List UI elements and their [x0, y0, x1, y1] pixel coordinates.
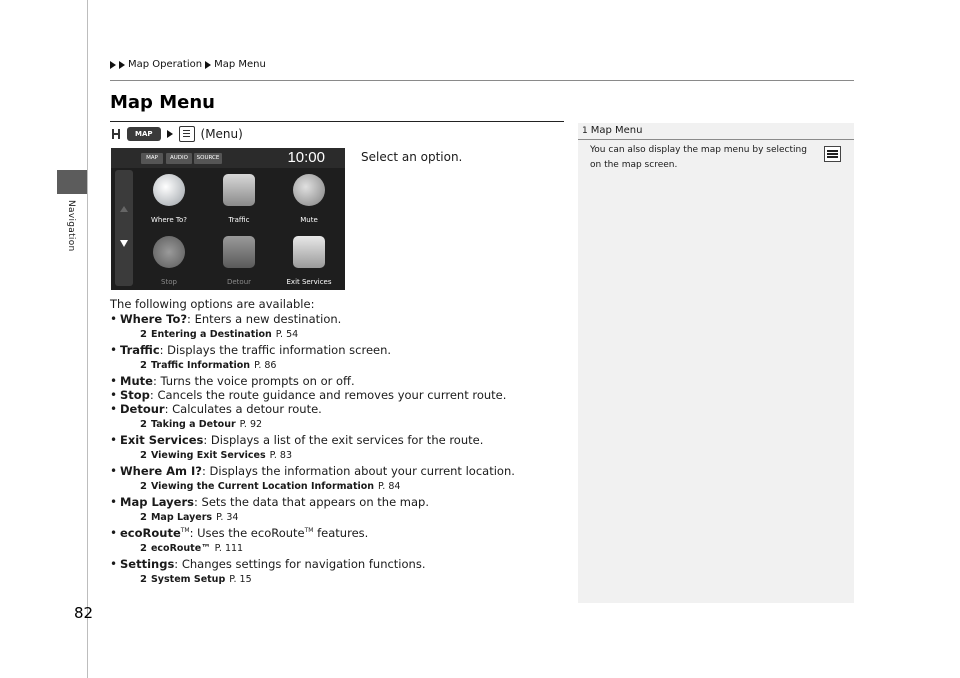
- option-item: • Traffic: Displays the traffic information screen.: [110, 343, 392, 357]
- cross-reference[interactable]: 2 Viewing Exit Services P. 83: [140, 450, 293, 461]
- scroll-up-icon: [120, 206, 128, 212]
- header-rule: [110, 80, 854, 81]
- screen-audio-button: AUDIO: [166, 153, 192, 164]
- map-button-icon: MAP: [127, 127, 161, 141]
- side-note-text: You can also display the map menu by selecting on the map screen.: [590, 145, 807, 170]
- option-item: • Settings: Changes settings for navigation functions.: [110, 557, 426, 571]
- breadcrumb-arrow-icon: [119, 61, 125, 69]
- side-note-panel: [578, 123, 854, 603]
- menu-list-icon: [824, 146, 841, 162]
- screen-clock: 10:00: [287, 149, 325, 166]
- detour-icon: [223, 236, 255, 268]
- tile-exit-services: Exit Services: [281, 232, 337, 290]
- tile-where-to: Where To?: [141, 170, 197, 228]
- screen-scroll-bar: [115, 170, 133, 286]
- section-tab-marker: [57, 170, 87, 194]
- side-divider: [87, 0, 88, 678]
- screen-map-button: MAP: [141, 153, 163, 164]
- option-item: • Mute: Turns the voice prompts on or off.: [110, 374, 355, 388]
- cross-reference[interactable]: 2 Map Layers P. 34: [140, 512, 239, 523]
- menu-label: (Menu): [200, 127, 243, 141]
- magnifier-icon: [153, 174, 185, 206]
- page-number: 82: [74, 604, 94, 622]
- screen-source-button: SOURCE: [194, 153, 222, 164]
- option-item: • Exit Services: Displays a list of the exit services for the route.: [110, 433, 484, 447]
- section-label: Navigation: [66, 200, 76, 252]
- speaker-icon: [293, 174, 325, 206]
- page-title: Map Menu: [110, 92, 215, 113]
- cross-reference[interactable]: 2 Taking a Detour P. 92: [140, 419, 263, 430]
- menu-icon: [179, 126, 195, 142]
- tile-stop: Stop: [141, 232, 197, 290]
- scroll-down-icon: [120, 240, 128, 247]
- cross-reference[interactable]: 2 System Setup P. 15: [140, 574, 252, 585]
- option-item: • Stop: Cancels the route guidance and removes your current route.: [110, 388, 507, 402]
- map-menu-screenshot: [111, 148, 345, 290]
- tile-traffic: Traffic: [211, 170, 267, 228]
- breadcrumb-item[interactable]: Map Menu: [214, 59, 266, 70]
- operation-path: [111, 126, 243, 142]
- breadcrumb-item[interactable]: Map Operation: [128, 59, 203, 70]
- option-item: • Where Am I?: Displays the information about your current location.: [110, 464, 515, 478]
- option-item: • Detour: Calculates a detour route.: [110, 402, 322, 416]
- tile-mute: Mute: [281, 170, 337, 228]
- stop-x-icon: [153, 236, 185, 268]
- breadcrumb-arrow-icon: [110, 61, 116, 69]
- option-item: • Where To?: Enters a new destination.: [110, 312, 342, 326]
- instruction-text: Select an option.: [361, 150, 463, 164]
- side-note-title: 1 Map Menu: [582, 125, 643, 136]
- traffic-icon: [223, 174, 255, 206]
- cross-reference[interactable]: 2 Viewing the Current Location Information P. 84: [140, 481, 401, 492]
- tile-detour: Detour: [211, 232, 267, 290]
- cross-reference[interactable]: 2 Entering a Destination P. 54: [140, 329, 299, 340]
- intro-text: The following options are available:: [110, 297, 315, 311]
- option-item: • ecoRoute™: Uses the ecoRoute™ features.: [110, 526, 369, 540]
- exit-arrow-icon: [293, 236, 325, 268]
- note-marker-icon: 1: [582, 125, 588, 136]
- home-h-icon: [111, 128, 121, 140]
- cross-reference[interactable]: 2 Traffic Information P. 86: [140, 360, 277, 371]
- option-item: • Map Layers: Sets the data that appears on the map.: [110, 495, 430, 509]
- breadcrumb-arrow-icon: [205, 61, 211, 69]
- title-rule: [110, 121, 564, 122]
- path-arrow-icon: [167, 130, 173, 138]
- side-note-rule: [578, 139, 854, 140]
- breadcrumb: [110, 59, 266, 70]
- options-list: [110, 296, 570, 588]
- cross-reference[interactable]: 2 ecoRoute™ P. 111: [140, 543, 244, 554]
